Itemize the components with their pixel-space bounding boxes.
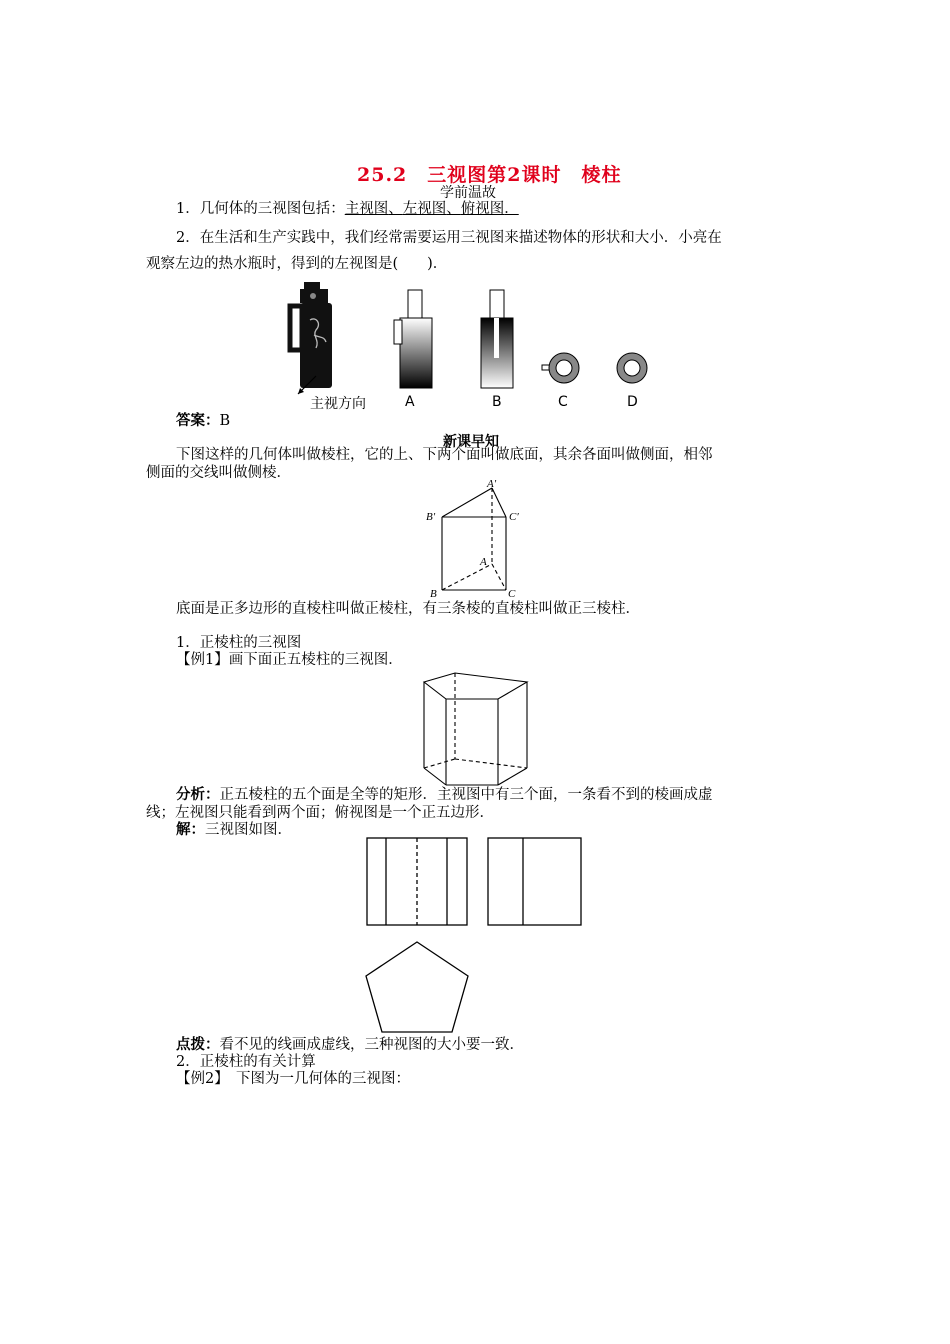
answer-line: [176, 412, 230, 430]
example-1: 【例1】画下面正五棱柱的三视图．: [176, 652, 403, 668]
vertex-label-c-prime: C′: [509, 511, 519, 523]
answer-top-view: 俯视图: [460, 201, 505, 217]
vertex-label-b-prime: B′: [426, 511, 436, 523]
example-2: 【例2】 下图为一几何体的三视图：: [176, 1071, 410, 1087]
regular-prism-definition: 底面是正多边形的直棱柱叫做正棱柱，有三条棱的直棱柱叫做正三棱柱．: [176, 601, 640, 617]
vertex-label-a-prime: A′: [487, 478, 497, 490]
separator: 、: [446, 201, 461, 217]
left-view: [488, 838, 581, 925]
option-a-figure: [394, 290, 432, 388]
solution-text: 三视图如图．: [205, 822, 292, 838]
option-a-label: A: [405, 394, 415, 410]
section-heading-review: 学前温故: [440, 185, 496, 201]
separator: 、: [388, 201, 403, 217]
solution-label: 解：: [176, 821, 205, 838]
thermos-image: [290, 282, 332, 394]
answer-label: 答案：: [176, 412, 220, 429]
solution-line: [176, 821, 292, 839]
analysis-label: 分析：: [176, 786, 220, 803]
option-c-figure: [542, 353, 579, 383]
page-title: 25.2 三视图第2课时 棱柱: [357, 164, 622, 186]
option-b-label: B: [492, 394, 502, 410]
analysis-text: 正五棱柱的五个面是全等的矩形．主视图中有三个面，一条看不到的棱画成虚: [219, 787, 713, 803]
vertex-label-b: B: [430, 588, 437, 600]
thermos-figure: [280, 280, 680, 415]
question-2-line2: 观察左边的热水瓶时，得到的左视图是( )．: [146, 256, 448, 272]
analysis-line1: [176, 786, 713, 804]
intro-line1: 下图这样的几何体叫做棱柱，它的上、下两个面叫做底面，其余各面叫做侧面，相邻: [176, 447, 713, 463]
question-1-prefix: 1．几何体的三视图包括：: [176, 201, 345, 217]
answer-value: B: [219, 413, 231, 429]
tip-line: [176, 1036, 524, 1054]
vertex-label-c: C: [508, 588, 516, 600]
question-1: [176, 200, 519, 218]
view-direction-caption: 主视方向: [310, 396, 366, 412]
tip-text: 看不见的线画成虚线，三种视图的大小要一致．: [219, 1037, 524, 1053]
pentagonal-prism-figure: [418, 672, 534, 790]
topic-1-heading: 1．正棱柱的三视图: [176, 635, 302, 651]
answer-left-view: 左视图: [402, 201, 447, 217]
tip-label: 点拨：: [176, 1036, 220, 1053]
answer-front-view: 主视图: [344, 201, 389, 217]
analysis-line2: 线；左视图只能看到两个面；俯视图是一个正五边形．: [146, 805, 494, 821]
section-heading-new: 新课早知: [443, 434, 499, 450]
question-2-line1: 2．在生活和生产实践中，我们经常需要运用三视图来描述物体的形状和大小．小亮在: [176, 230, 722, 246]
three-views-figure: [360, 832, 590, 1042]
option-c-label: C: [558, 394, 568, 410]
option-d-figure: [617, 353, 647, 383]
topic-2-heading: 2．正棱柱的有关计算: [176, 1054, 316, 1070]
option-b-figure: [481, 290, 513, 388]
period: ．: [504, 201, 519, 217]
option-d-label: D: [627, 394, 638, 410]
vertex-label-a: A: [480, 556, 487, 568]
intro-line2: 侧面的交线叫做侧棱．: [146, 465, 291, 481]
top-view-pentagon: [366, 942, 468, 1032]
triangular-prism-figure: [420, 476, 540, 602]
